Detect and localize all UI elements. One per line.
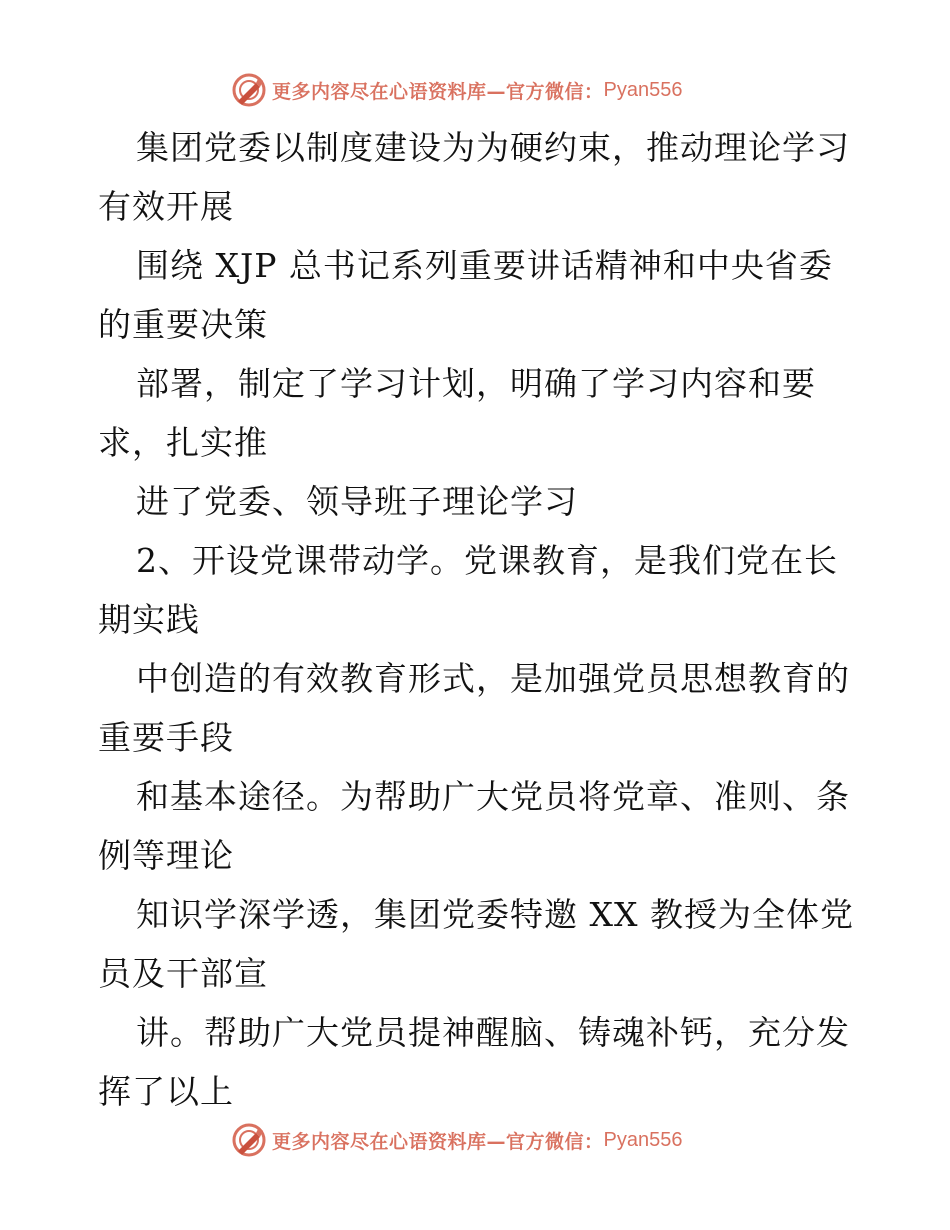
text-line: 进了党委、领导班子理论学习 bbox=[136, 482, 578, 521]
text-line: 知识学深学透，集团党委特邀 XX 教授为全体党 bbox=[136, 895, 854, 934]
text-line: 部署，制定了学习计划，明确了学习内容和要 bbox=[136, 364, 816, 403]
pen-logo-icon bbox=[232, 73, 266, 107]
text-line: 员及干部宣 bbox=[98, 954, 268, 993]
header-wechat-label: 官方微信： bbox=[506, 80, 604, 103]
text-line: 讲。帮助广大党员提神醒脑、铸魂补钙，充分发 bbox=[136, 1013, 850, 1052]
footer-wechat-label: 官方微信： bbox=[506, 1130, 604, 1153]
footer-brand-text: 更多内容尽在心语资料库— bbox=[272, 1130, 507, 1153]
footer-watermark bbox=[232, 1120, 683, 1160]
header-brand-text: 更多内容尽在心语资料库— bbox=[272, 80, 507, 103]
text-line: 的重要决策 bbox=[98, 305, 268, 344]
header-watermark bbox=[232, 70, 683, 110]
text-line: 重要手段 bbox=[98, 718, 234, 757]
text-line: 2、开设党课带动学。党课教育，是我们党在长 bbox=[136, 541, 838, 580]
text-line: 例等理论 bbox=[98, 836, 234, 875]
pen-logo-icon bbox=[232, 1123, 266, 1157]
text-line: 求，扎实推 bbox=[98, 423, 268, 462]
text-line: 集团党委以制度建设为为硬约束，推动理论学习 bbox=[136, 128, 850, 167]
footer-wechat-id: Pyan556 bbox=[603, 1128, 683, 1151]
text-line: 期实践 bbox=[98, 600, 200, 639]
text-line: 挥了以上 bbox=[98, 1072, 234, 1111]
header-wechat-id: Pyan556 bbox=[603, 78, 683, 101]
text-line: 中创造的有效教育形式，是加强党员思想教育的 bbox=[136, 659, 850, 698]
text-line: 围绕 XJP 总书记系列重要讲话精神和中央省委 bbox=[136, 246, 833, 285]
text-line: 和基本途径。为帮助广大党员将党章、准则、条 bbox=[136, 777, 850, 816]
text-line: 有效开展 bbox=[98, 187, 234, 226]
document-body bbox=[98, 118, 858, 1121]
